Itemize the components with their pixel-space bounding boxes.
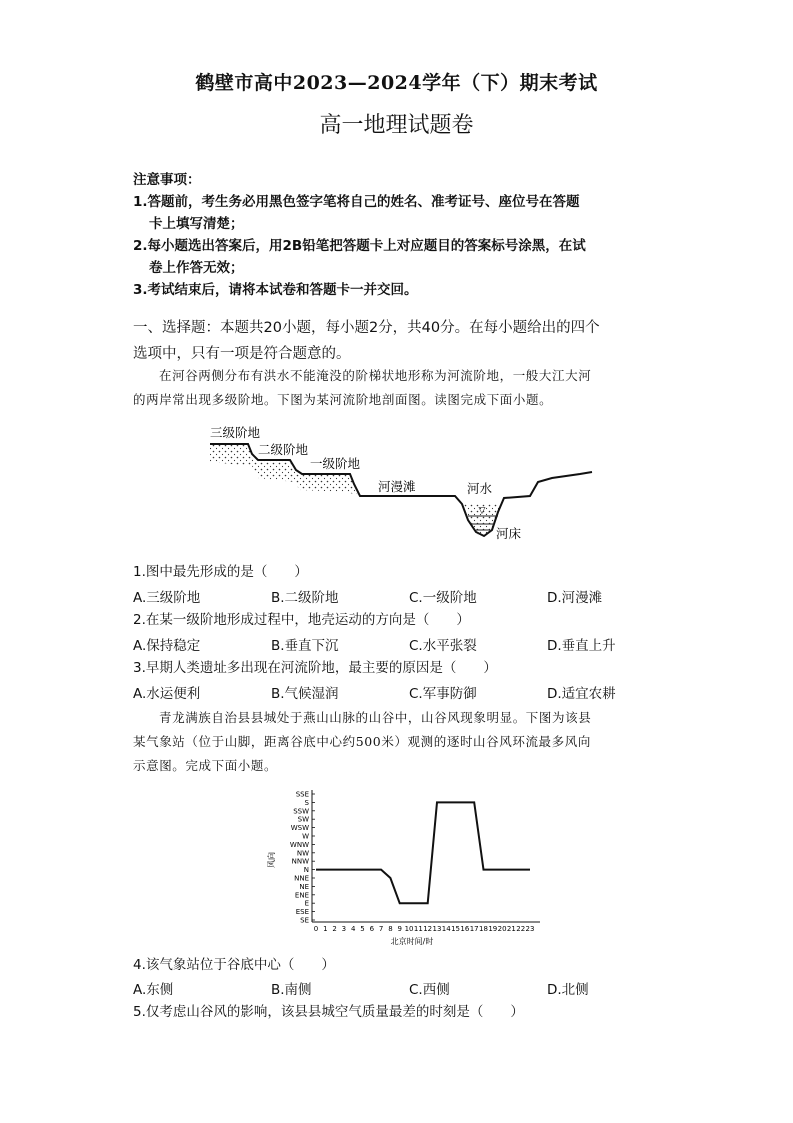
- passage-2-line-2: 某气象站（位于山脚，距离谷底中心约500米）观测的逐时山谷风环流最多风向: [133, 734, 591, 749]
- question-3-options: [133, 682, 678, 706]
- x-tick-label: 0: [313, 925, 319, 933]
- x-axis-label: 北京时间/时: [390, 937, 434, 946]
- question-1-options: [133, 586, 678, 610]
- notice-heading: 注意事项：: [133, 172, 201, 188]
- y-tick-label: N: [303, 866, 309, 875]
- x-tick-label: 6: [369, 925, 375, 933]
- q3-option-d: D.适宜农耕: [547, 686, 616, 702]
- x-tick-label: 14: [441, 925, 451, 933]
- passage-2: [133, 706, 678, 778]
- q1-option-b: B.二级阶地: [271, 590, 339, 606]
- q2-option-a: A.保持稳定: [133, 638, 201, 654]
- notice-item-1-cont: 卡上填写清楚；: [149, 216, 244, 232]
- y-tick-label: SSE: [295, 790, 309, 799]
- q3-option-a: A.水运便利: [133, 686, 201, 702]
- q2-option-d: D.垂直上升: [547, 638, 616, 654]
- passage-1-line-1: 在河谷两侧分布有洪水不能淹没的阶梯状地形称为河流阶地，一般大江大河: [159, 368, 592, 383]
- y-tick-labels: [290, 791, 315, 925]
- y-tick-label: E: [304, 899, 309, 908]
- x-tick-label: 11: [413, 925, 423, 933]
- x-tick-label: 7: [378, 925, 384, 933]
- x-tick-label: 9: [397, 925, 402, 933]
- y-tick-label: NW: [296, 849, 309, 858]
- passage-1-line-2: 的两岸常出现多级阶地。下图为某河流阶地剖面图。读图完成下面小题。: [133, 392, 553, 407]
- section-line-1: 一、选择题：本题共20小题，每小题2分，共40分。在每小题给出的四个: [133, 320, 600, 336]
- question-1-stem: 1.图中最先形成的是（ ）: [133, 564, 308, 580]
- question-4-stem: 4.该气象站位于谷底中心（ ）: [133, 957, 335, 973]
- q1-option-c: C.一级阶地: [409, 590, 477, 606]
- label-river-water: 河水: [467, 481, 493, 496]
- x-tick-label: 19: [488, 925, 498, 933]
- y-tick-label: S: [304, 798, 309, 807]
- label-floodplain: 河漫滩: [378, 479, 416, 494]
- exam-title: 鹤壁市高中2023—2024学年（下）期末考试: [195, 72, 598, 94]
- notice-item-2: 2.每小题选出答案后，用2B铅笔把答题卡上对应题目的答案标号涂黑，在试: [133, 238, 586, 254]
- question-2-options: [133, 634, 678, 658]
- section-heading: [133, 315, 678, 367]
- y-tick-label: WNW: [289, 840, 309, 849]
- q3-option-c: C.军事防御: [409, 686, 477, 702]
- x-tick-label: 4: [350, 925, 356, 933]
- notice-item-1: 1.答题前，考生务必用黑色签字笔将自己的姓名、准考证号、座位号在答题: [133, 194, 580, 210]
- question-2-stem: 2.在某一级阶地形成过程中，地壳运动的方向是（ ）: [133, 612, 470, 628]
- q4-option-a: A.东侧: [133, 982, 174, 998]
- x-tick-label: 18: [479, 925, 488, 933]
- y-tick-label: WSW: [290, 824, 309, 833]
- passage-2-line-1: 青龙满族自治县县城处于燕山山脉的山谷中，山谷风现象明显。下图为该县: [159, 710, 592, 725]
- x-tick-label: 5: [360, 925, 365, 933]
- q4-option-d: D.北侧: [547, 982, 589, 998]
- notice-item-2-cont: 卷上作答无效；: [149, 260, 244, 276]
- y-tick-label: NNE: [294, 874, 309, 883]
- question-3-stem: 3.早期人类遗址多出现在河流阶地，最主要的原因是（ ）: [133, 660, 497, 676]
- x-tick-labels: [314, 925, 535, 933]
- wind-series-line: [316, 802, 530, 903]
- svg-text:▽: ▽: [478, 506, 486, 516]
- x-tick-label: 12: [423, 925, 433, 933]
- question-5-stem: 5.仅考虑山谷风的影响，该县县城空气质量最差的时刻是（ ）: [133, 1004, 524, 1020]
- passage-2-line-3: 示意图。完成下面小题。: [133, 758, 278, 773]
- passage-1: [133, 364, 678, 412]
- section-line-2: 选项中，只有一项是符合题意的。: [133, 346, 351, 362]
- x-tick-label: 10: [404, 925, 414, 933]
- wind-direction-chart: [262, 782, 552, 950]
- x-tick-label: 15: [451, 925, 461, 933]
- x-tick-label: 23: [525, 925, 535, 933]
- x-tick-label: 16: [460, 925, 470, 933]
- y-tick-label: NE: [299, 882, 309, 891]
- label-terrace-1: 一级阶地: [310, 456, 361, 471]
- y-tick-label: SW: [297, 815, 309, 824]
- q1-option-d: D.河漫滩: [547, 590, 603, 606]
- x-tick-label: 13: [432, 925, 442, 933]
- x-tick-label: 20: [497, 925, 507, 933]
- y-tick-label: ENE: [294, 891, 309, 900]
- y-tick-label: W: [302, 832, 309, 841]
- y-tick-label: ESE: [295, 908, 309, 917]
- label-riverbed: 河床: [496, 526, 522, 541]
- q4-option-c: C.西侧: [409, 982, 450, 998]
- question-4-options: [133, 978, 678, 1002]
- y-tick-label: SSW: [293, 807, 309, 816]
- q2-option-c: C.水平张裂: [409, 638, 477, 654]
- notice-block: [133, 169, 673, 301]
- exam-subtitle: 高一地理试题卷: [319, 113, 474, 138]
- y-tick-label: NNW: [291, 857, 309, 866]
- x-tick-label: 3: [341, 925, 347, 933]
- x-tick-label: 17: [469, 925, 479, 933]
- river-terrace-diagram: [200, 420, 600, 560]
- notice-item-3: 3.考试结束后，请将本试卷和答题卡一并交回。: [133, 282, 418, 298]
- q4-option-b: B.南侧: [271, 982, 312, 998]
- q3-option-b: B.气候湿润: [271, 686, 339, 702]
- y-tick-label: SE: [300, 916, 309, 925]
- y-axis-label: 风向: [267, 852, 276, 868]
- q2-option-b: B.垂直下沉: [271, 638, 339, 654]
- x-tick-label: 1: [323, 925, 328, 933]
- q1-option-a: A.三级阶地: [133, 590, 201, 606]
- x-tick-label: 8: [388, 925, 393, 933]
- label-terrace-3: 三级阶地: [210, 425, 261, 440]
- x-tick-label: 2: [332, 925, 337, 933]
- x-tick-label: 22: [516, 925, 526, 933]
- label-terrace-2: 二级阶地: [258, 442, 309, 457]
- x-tick-label: 21: [506, 925, 516, 933]
